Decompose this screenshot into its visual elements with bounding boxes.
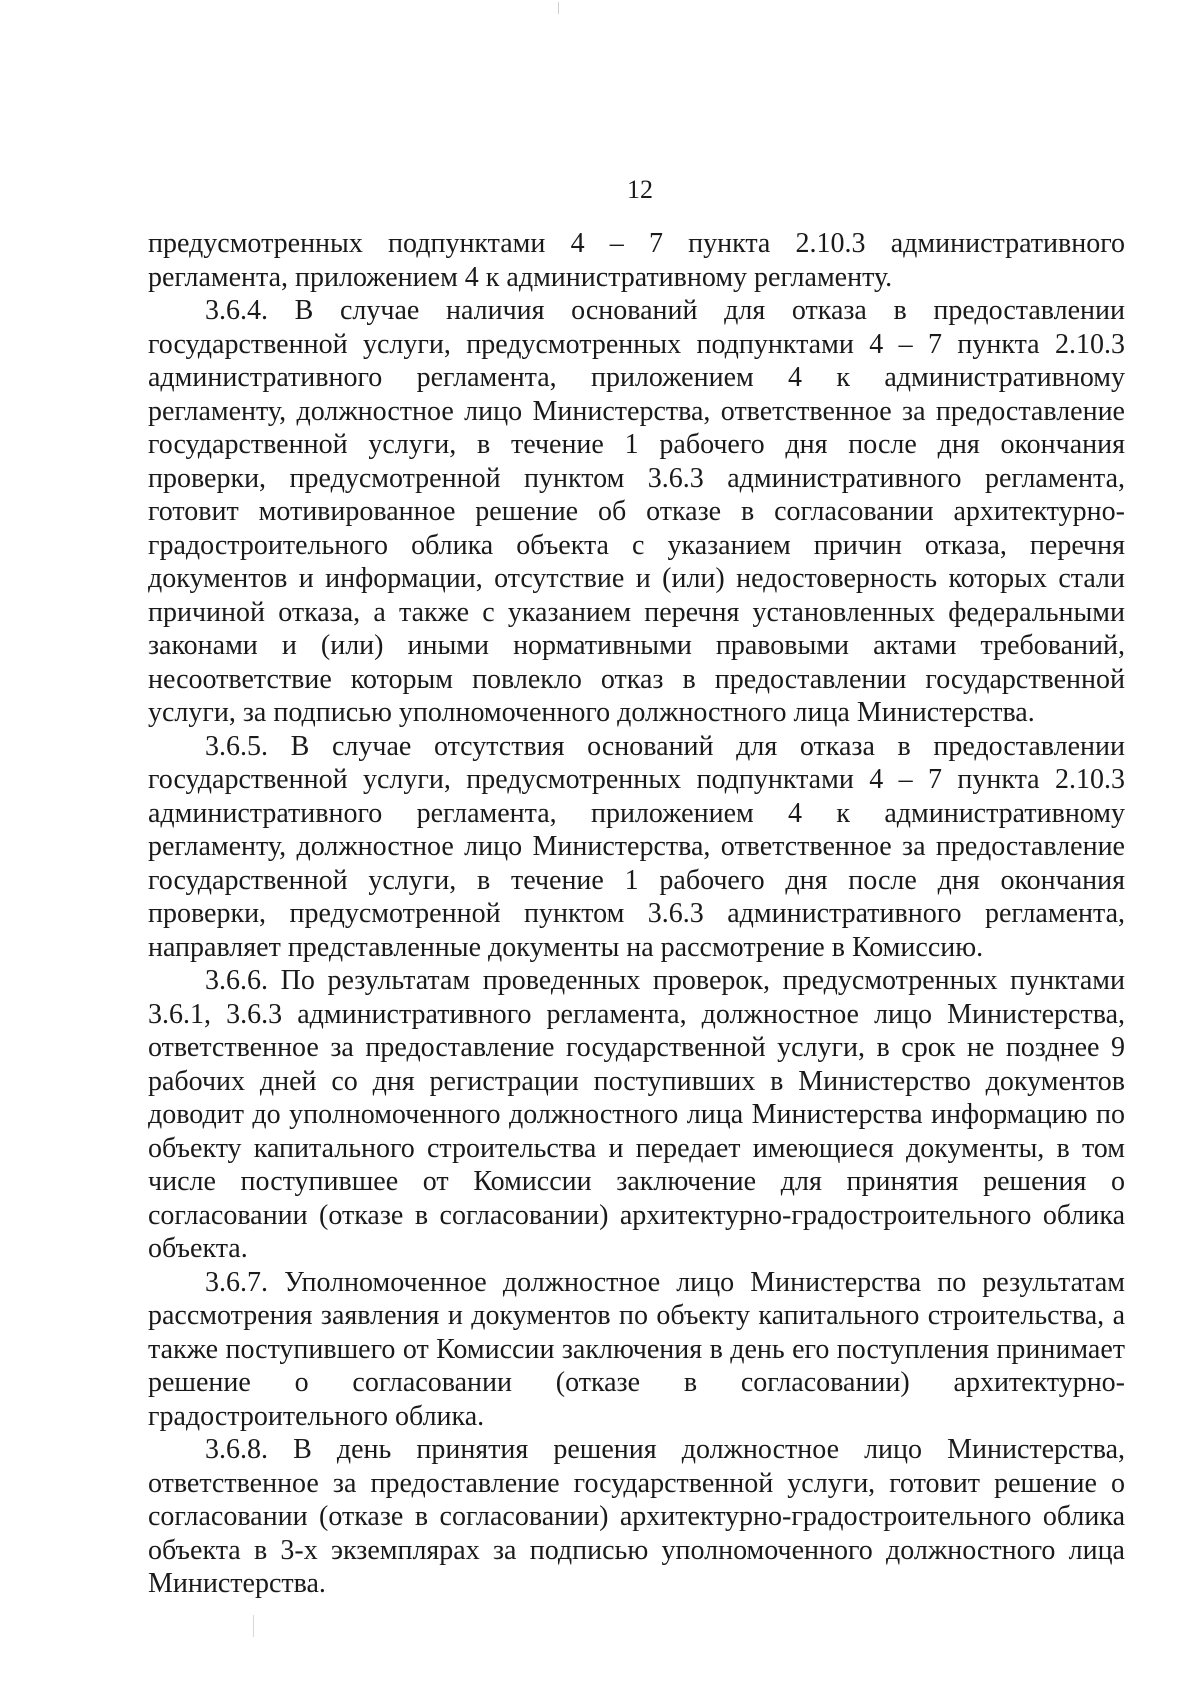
paragraph-3-6-6: 3.6.6. По результатам проведенных проверок, предусмотренных пунктами 3.6.1, 3.6.3 административного регламента, должностное лицо Министерства, ответственное за предоставление государственной услуги, в срок не позднее 9 рабочих дней со дня регистрации поступивших в Министерство документов доводит до уполномоченного должностного лица Министерства информацию по объекту капитального строительства и передает имеющиеся документы, в том числе поступившее от Комиссии заключение для принятия решения о согласовании (отказе в согласовании) архитектурно-градостроительного облика объекта. [148, 965, 1125, 1264]
document-body [148, 227, 1125, 1601]
paragraph-3-6-5: 3.6.5. В случае отсутствия оснований для отказа в предоставлении государственной услуги, предусмотренных подпунктами 4 – 7 пункта 2.10.3 административного регламента, приложением 4 к административному регламенту, должностное лицо Министерства, ответственное за предоставление государственной услуги, в течение 1 рабочего дня после дня окончания проверки, предусмотренной пунктом 3.6.3 административного регламента, направляет представленные документы на рассмотрение в Комиссию. [148, 730, 1125, 963]
paragraph-3-6-4: 3.6.4. В случае наличия оснований для отказа в предоставлении государственной услуги, предусмотренных подпунктами 4 – 7 пункта 2.10.3 административного регламента, приложением 4 к административному регламенту, должностное лицо Министерства, ответственное за предоставление государственной услуги, в течение 1 рабочего дня после дня окончания проверки, предусмотренной пунктом 3.6.3 административного регламента, готовит мотивированное решение об отказе в согласовании архитектурно-градостроительного облика объекта с указанием причин отказа, перечня документов и информации, отсутствие и (или) недостоверность которых стали причиной отказа, а также с указанием перечня установленных федеральными законами и (или) иными нормативными правовыми актами требований, несоответствие которым повлекло отказ в предоставлении государственной услуги, за подписью уполномоченного должностного лица Министерства. [148, 295, 1125, 728]
paragraph-3-6-8: 3.6.8. В день принятия решения должностное лицо Министерства, ответственное за предоставление государственной услуги, готовит решение о согласовании (отказе в согласовании) архитектурно-градостроительного облика объекта в 3-х экземплярах за подписью уполномоченного должностного лица Министерства. [148, 1434, 1125, 1599]
page-number: 12 [627, 175, 653, 204]
scan-artifact-bottom [253, 1615, 254, 1637]
scan-artifact-top [558, 2, 559, 14]
paragraph-3-6-7: 3.6.7. Уполномоченное должностное лицо Министерства по результатам рассмотрения заявления и документов по объекту капитального строительства, а также поступившего от Комиссии заключения в день его поступления принимает решение о согласовании (отказе в согласовании) архитектурно-градостроительного облика. [148, 1266, 1125, 1432]
paragraph-continuation: предусмотренных подпунктами 4 – 7 пункта 2.10.3 административного регламента, приложением 4 к административному регламенту. [148, 228, 1125, 293]
